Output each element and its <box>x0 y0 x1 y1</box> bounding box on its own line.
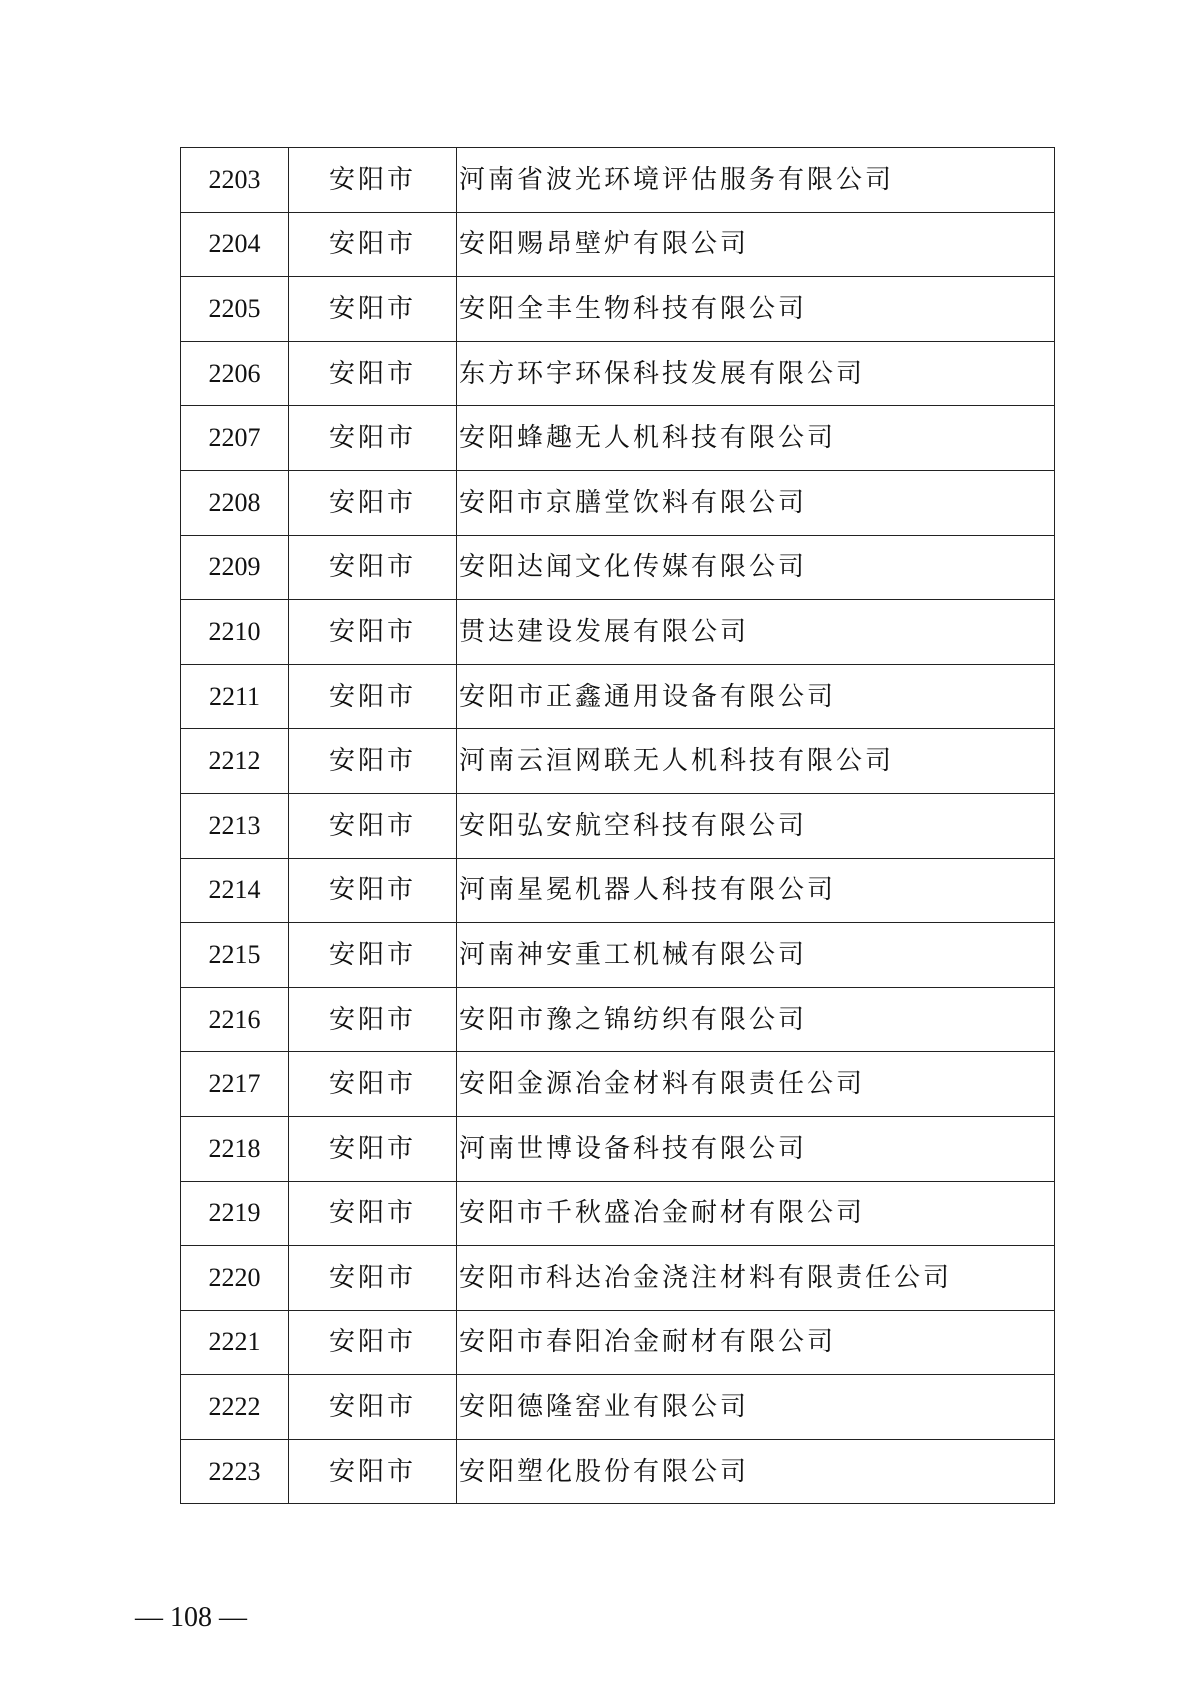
row-number: 2210 <box>181 600 289 665</box>
row-city: 安阳市 <box>289 858 457 923</box>
row-number: 2208 <box>181 470 289 535</box>
row-company-name: 安阳金源冶金材料有限责任公司 <box>457 1052 1055 1117</box>
table-row <box>181 1246 1055 1311</box>
row-company-name: 河南星冕机器人科技有限公司 <box>457 858 1055 923</box>
row-city: 安阳市 <box>289 1116 457 1181</box>
row-city: 安阳市 <box>289 987 457 1052</box>
row-city: 安阳市 <box>289 729 457 794</box>
table-row <box>181 535 1055 600</box>
row-city: 安阳市 <box>289 664 457 729</box>
row-number: 2221 <box>181 1310 289 1375</box>
row-company-name: 安阳塑化股份有限公司 <box>457 1439 1055 1504</box>
table-row <box>181 148 1055 213</box>
row-company-name: 安阳全丰生物科技有限公司 <box>457 277 1055 342</box>
page-number: — 108 — <box>135 1602 247 1633</box>
row-number: 2209 <box>181 535 289 600</box>
row-city: 安阳市 <box>289 600 457 665</box>
row-company-name: 安阳弘安航空科技有限公司 <box>457 793 1055 858</box>
row-number: 2223 <box>181 1439 289 1504</box>
table-row <box>181 1310 1055 1375</box>
row-number: 2205 <box>181 277 289 342</box>
row-city: 安阳市 <box>289 148 457 213</box>
row-number: 2212 <box>181 729 289 794</box>
table-row <box>181 406 1055 471</box>
row-company-name: 安阳赐昂壁炉有限公司 <box>457 212 1055 277</box>
table-row <box>181 1375 1055 1440</box>
row-company-name: 安阳达闻文化传媒有限公司 <box>457 535 1055 600</box>
row-city: 安阳市 <box>289 923 457 988</box>
table-row <box>181 664 1055 729</box>
table-row <box>181 470 1055 535</box>
row-city: 安阳市 <box>289 1181 457 1246</box>
row-company-name: 河南世博设备科技有限公司 <box>457 1116 1055 1181</box>
table-row <box>181 600 1055 665</box>
row-number: 2206 <box>181 341 289 406</box>
row-city: 安阳市 <box>289 341 457 406</box>
row-city: 安阳市 <box>289 1375 457 1440</box>
row-number: 2213 <box>181 793 289 858</box>
row-city: 安阳市 <box>289 793 457 858</box>
table-row <box>181 212 1055 277</box>
row-city: 安阳市 <box>289 212 457 277</box>
row-number: 2219 <box>181 1181 289 1246</box>
row-number: 2222 <box>181 1375 289 1440</box>
row-city: 安阳市 <box>289 535 457 600</box>
row-company-name: 安阳市春阳冶金耐材有限公司 <box>457 1310 1055 1375</box>
row-number: 2204 <box>181 212 289 277</box>
row-company-name: 安阳市科达冶金浇注材料有限责任公司 <box>457 1246 1055 1311</box>
row-company-name: 贯达建设发展有限公司 <box>457 600 1055 665</box>
row-number: 2216 <box>181 987 289 1052</box>
row-number: 2203 <box>181 148 289 213</box>
row-company-name: 河南云洹网联无人机科技有限公司 <box>457 729 1055 794</box>
row-company-name: 安阳蜂趣无人机科技有限公司 <box>457 406 1055 471</box>
row-company-name: 安阳市正鑫通用设备有限公司 <box>457 664 1055 729</box>
row-city: 安阳市 <box>289 1052 457 1117</box>
row-number: 2211 <box>181 664 289 729</box>
row-company-name: 河南省波光环境评估服务有限公司 <box>457 148 1055 213</box>
row-city: 安阳市 <box>289 1310 457 1375</box>
table-row <box>181 341 1055 406</box>
table-row <box>181 1181 1055 1246</box>
table-row <box>181 987 1055 1052</box>
row-company-name: 安阳市豫之锦纺织有限公司 <box>457 987 1055 1052</box>
row-company-name: 安阳市京膳堂饮料有限公司 <box>457 470 1055 535</box>
table-row <box>181 729 1055 794</box>
table-row <box>181 923 1055 988</box>
enterprise-table <box>180 147 1055 1504</box>
row-company-name: 河南神安重工机械有限公司 <box>457 923 1055 988</box>
row-number: 2214 <box>181 858 289 923</box>
row-city: 安阳市 <box>289 1439 457 1504</box>
row-number: 2217 <box>181 1052 289 1117</box>
row-city: 安阳市 <box>289 277 457 342</box>
row-company-name: 安阳市千秋盛冶金耐材有限公司 <box>457 1181 1055 1246</box>
row-number: 2207 <box>181 406 289 471</box>
enterprise-table-body <box>181 148 1055 1504</box>
row-city: 安阳市 <box>289 470 457 535</box>
row-company-name: 安阳德隆窑业有限公司 <box>457 1375 1055 1440</box>
table-row <box>181 1439 1055 1504</box>
row-number: 2220 <box>181 1246 289 1311</box>
table-row <box>181 277 1055 342</box>
row-number: 2215 <box>181 923 289 988</box>
table-row <box>181 1116 1055 1181</box>
row-number: 2218 <box>181 1116 289 1181</box>
table-row <box>181 793 1055 858</box>
row-city: 安阳市 <box>289 1246 457 1311</box>
table-row <box>181 1052 1055 1117</box>
table-row <box>181 858 1055 923</box>
row-city: 安阳市 <box>289 406 457 471</box>
row-company-name: 东方环宇环保科技发展有限公司 <box>457 341 1055 406</box>
